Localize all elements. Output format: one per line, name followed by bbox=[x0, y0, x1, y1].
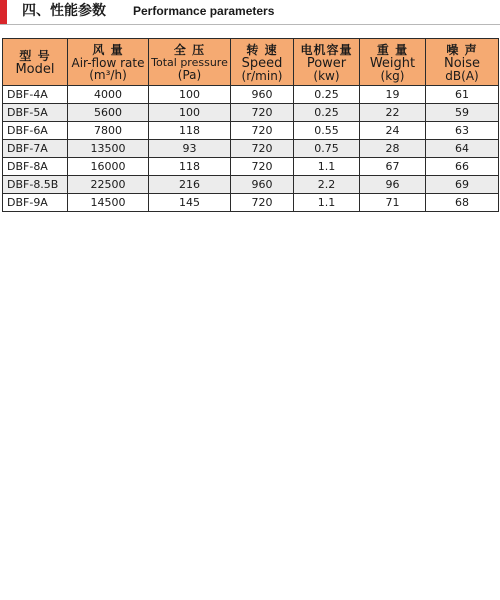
cell-power: 1.1 bbox=[294, 194, 360, 212]
col-header-power bbox=[294, 39, 360, 86]
col-header-speed bbox=[231, 39, 294, 86]
col-header-noise-cn: 噪 声 bbox=[446, 42, 478, 57]
cell-pressure: 93 bbox=[149, 140, 231, 158]
cell-noise: 69 bbox=[426, 176, 499, 194]
table-row bbox=[3, 194, 499, 212]
col-header-power-cn: 电机容量 bbox=[300, 42, 353, 57]
cell-weight: 71 bbox=[360, 194, 426, 212]
col-header-pressure-en: Total pressure bbox=[151, 56, 228, 69]
col-header-weight bbox=[360, 39, 426, 86]
cell-weight: 96 bbox=[360, 176, 426, 194]
header-accent-bar bbox=[0, 0, 7, 24]
cell-speed: 960 bbox=[231, 86, 294, 104]
cell-pressure: 100 bbox=[149, 104, 231, 122]
col-header-weight-unit: (kg) bbox=[380, 68, 405, 83]
col-header-model bbox=[3, 39, 68, 86]
cell-power: 1.1 bbox=[294, 158, 360, 176]
cell-airflow: 13500 bbox=[68, 140, 149, 158]
cell-speed: 720 bbox=[231, 122, 294, 140]
col-header-weight-en: Weight bbox=[369, 55, 416, 71]
table-row bbox=[3, 158, 499, 176]
cell-model: DBF-8A bbox=[3, 158, 68, 176]
col-header-weight-cn: 重 量 bbox=[376, 42, 409, 57]
cell-pressure: 145 bbox=[149, 194, 231, 212]
cell-weight: 67 bbox=[360, 158, 426, 176]
cell-power: 0.25 bbox=[294, 104, 360, 122]
col-header-pressure-unit: (Pa) bbox=[177, 68, 202, 82]
table-row bbox=[3, 176, 499, 194]
cell-model: DBF-4A bbox=[3, 86, 68, 104]
col-header-noise bbox=[426, 39, 499, 86]
table-row bbox=[3, 104, 499, 122]
col-header-airflow-cn: 风 量 bbox=[92, 43, 124, 57]
cell-airflow: 22500 bbox=[68, 176, 149, 194]
col-header-speed-en: Speed bbox=[241, 55, 283, 71]
cell-pressure: 118 bbox=[149, 158, 231, 176]
col-header-noise-unit: dB(A) bbox=[445, 68, 479, 83]
cell-weight: 24 bbox=[360, 122, 426, 140]
col-header-airflow-en: Air-flow rate bbox=[71, 56, 145, 70]
col-header-power-unit: (kw) bbox=[313, 68, 340, 83]
cell-speed: 960 bbox=[231, 176, 294, 194]
cell-pressure: 216 bbox=[149, 176, 231, 194]
cell-power: 0.55 bbox=[294, 122, 360, 140]
cell-speed: 720 bbox=[231, 104, 294, 122]
cell-power: 0.75 bbox=[294, 140, 360, 158]
header-divider bbox=[0, 24, 500, 25]
cell-noise: 59 bbox=[426, 104, 499, 122]
col-header-power-en: Power bbox=[306, 55, 347, 71]
section-header bbox=[0, 0, 500, 26]
cell-power: 0.25 bbox=[294, 86, 360, 104]
col-header-model-en: Model bbox=[15, 61, 55, 77]
cell-weight: 28 bbox=[360, 140, 426, 158]
cell-noise: 61 bbox=[426, 86, 499, 104]
cell-model: DBF-8.5B bbox=[3, 176, 68, 194]
col-header-airflow bbox=[68, 39, 149, 86]
col-header-airflow-unit: (m³/h) bbox=[89, 68, 127, 82]
cell-pressure: 118 bbox=[149, 122, 231, 140]
col-header-speed-cn: 转 速 bbox=[246, 42, 278, 57]
cell-airflow: 5600 bbox=[68, 104, 149, 122]
cell-noise: 68 bbox=[426, 194, 499, 212]
cell-noise: 64 bbox=[426, 140, 499, 158]
cell-airflow: 14500 bbox=[68, 194, 149, 212]
col-header-pressure bbox=[149, 39, 231, 86]
cell-weight: 19 bbox=[360, 86, 426, 104]
table-row bbox=[3, 122, 499, 140]
cell-noise: 63 bbox=[426, 122, 499, 140]
col-header-noise-en: Noise bbox=[443, 55, 481, 71]
cell-model: DBF-9A bbox=[3, 194, 68, 212]
col-header-pressure-cn: 全 压 bbox=[173, 43, 206, 57]
section-title-cn: 四、性能参数 bbox=[22, 3, 106, 19]
cell-speed: 720 bbox=[231, 194, 294, 212]
table-header-row bbox=[3, 39, 499, 86]
table-row bbox=[3, 86, 499, 104]
cell-model: DBF-7A bbox=[3, 140, 68, 158]
cell-power: 2.2 bbox=[294, 176, 360, 194]
cell-airflow: 4000 bbox=[68, 86, 149, 104]
cell-noise: 66 bbox=[426, 158, 499, 176]
performance-table bbox=[2, 38, 499, 212]
cell-model: DBF-6A bbox=[3, 122, 68, 140]
cell-airflow: 7800 bbox=[68, 122, 149, 140]
col-header-model-cn: 型 号 bbox=[19, 48, 51, 63]
section-title-en: Performance parameters bbox=[133, 4, 275, 18]
cell-weight: 22 bbox=[360, 104, 426, 122]
cell-airflow: 16000 bbox=[68, 158, 149, 176]
cell-speed: 720 bbox=[231, 158, 294, 176]
cell-speed: 720 bbox=[231, 140, 294, 158]
cell-pressure: 100 bbox=[149, 86, 231, 104]
cell-model: DBF-5A bbox=[3, 104, 68, 122]
col-header-speed-unit: (r/min) bbox=[241, 68, 283, 83]
table-row bbox=[3, 140, 499, 158]
